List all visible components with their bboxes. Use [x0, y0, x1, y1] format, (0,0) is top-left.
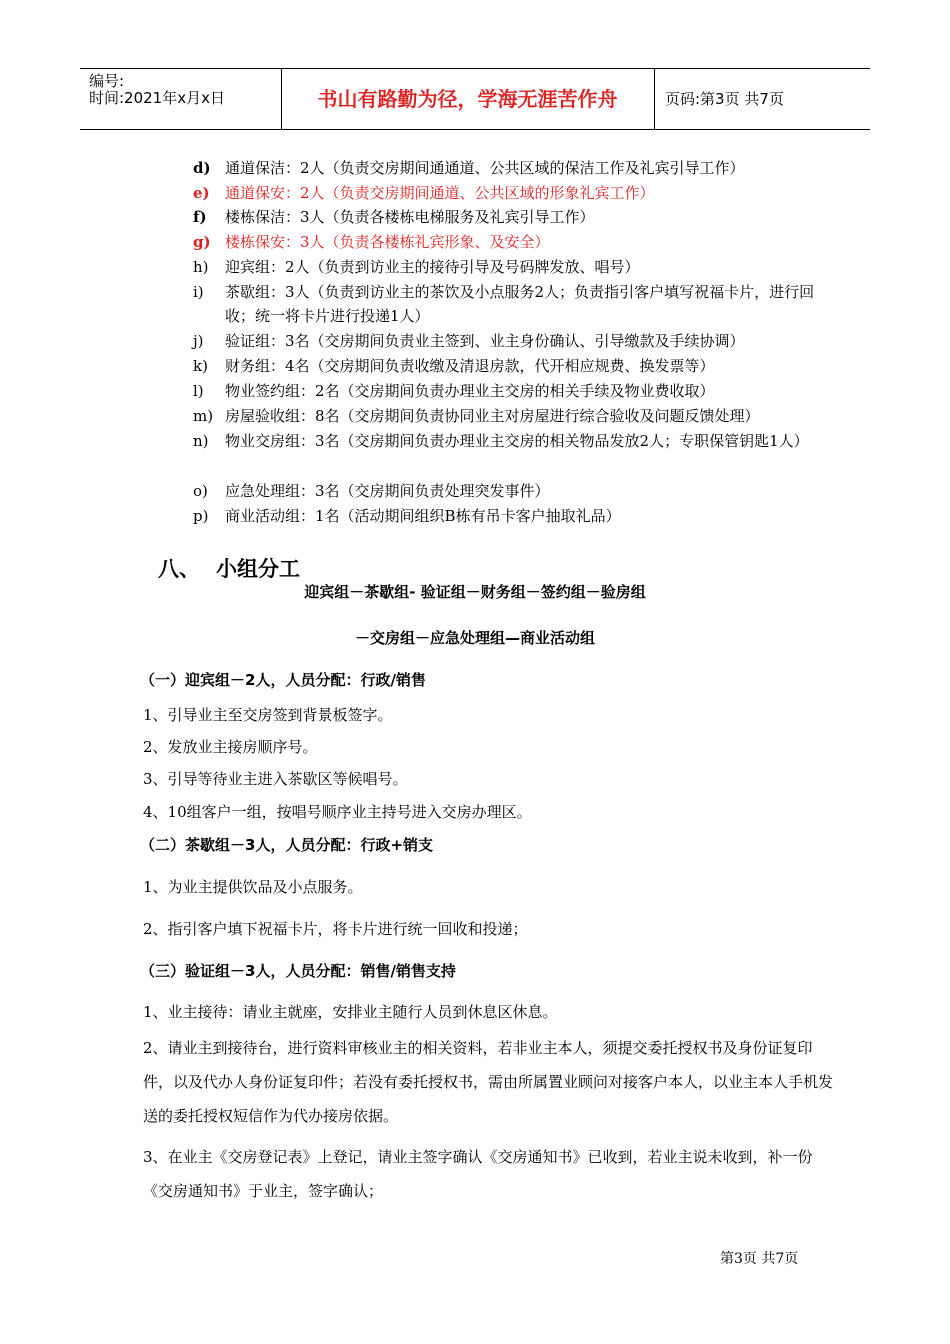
role-label: g) — [193, 233, 211, 251]
role-label: f) — [193, 208, 207, 226]
page-number-label: 页码:第3页 共7页 — [665, 90, 784, 108]
section-title — [158, 553, 300, 583]
section-title-text: 小组分工 — [216, 557, 300, 581]
group-heading: （二）茶歇组－3人，人员分配：行政+销支 — [140, 836, 434, 854]
header-right-cell — [655, 69, 870, 129]
role-text: 通道保洁：2人（负责交房期间通通道、公共区域的保洁工作及礼宾引导工作） — [225, 159, 745, 177]
group-item: 1、业主接待：请业主就座，安排业主随行人员到休息区休息。 — [143, 1003, 558, 1021]
group-heading: （一）迎宾组－2人，人员分配：行政/销售 — [140, 671, 426, 689]
role-text: 财务组：4名（交房期间负责收缴及清退房款，代开相应规费、换发票等） — [225, 357, 715, 375]
page-header — [80, 68, 870, 130]
role-label: n) — [193, 432, 209, 450]
role-label: j) — [193, 332, 204, 350]
group-item: 3、引导等待业主进入茶歇区等候唱号。 — [143, 770, 408, 788]
serial-label: 编号: — [89, 72, 125, 90]
group-item: 1、引导业主至交房签到背景板签字。 — [143, 706, 393, 724]
role-text: 商业活动组：1名（活动期间组织B栋有吊卡客户抽取礼品） — [225, 507, 621, 525]
group-item: 4、10组客户一组，按唱号顺序业主持号进入交房办理区。 — [143, 803, 532, 821]
role-label: l) — [193, 382, 204, 400]
role-label: d) — [193, 159, 211, 177]
group-flow-line-2: －交房组－应急处理组—商业活动组 — [354, 629, 595, 647]
role-text: 物业交房组：3名（交房期间负责办理业主交房的相关物品发放2人；专职保管钥匙1人） — [225, 432, 809, 450]
role-text: 通道保安：2人（负责交房期间通道、公共区域的形象礼宾工作） — [225, 184, 655, 202]
role-label: k) — [193, 357, 208, 375]
role-label: o) — [193, 482, 208, 500]
role-text: 茶歇组：3人（负责到访业主的茶饮及小点服务2人；负责指引客户填写祝福卡片，进行回收；统一将卡片进行投递1人） — [225, 283, 815, 325]
role-text: 应急处理组：3名（交房期间负责处理突发事件） — [225, 482, 550, 500]
role-text: 楼栋保洁：3人（负责各楼栋电梯服务及礼宾引导工作） — [225, 208, 595, 226]
group-flow-line-1: 迎宾组－茶歇组- 验证组－财务组－签约组－验房组 — [304, 583, 646, 601]
role-text: 楼栋保安：3人（负责各楼栋礼宾形象、及安全） — [225, 233, 550, 251]
group-item: 1、为业主提供饮品及小点服务。 — [143, 878, 363, 896]
role-label: e) — [193, 184, 210, 202]
motto: 书山有路勤为径，学海无涯苦作舟 — [317, 87, 618, 111]
group-item: 2、发放业主接房顺序号。 — [143, 738, 318, 756]
header-left-cell — [80, 69, 282, 129]
role-text: 验证组：3名（交房期间负责业主签到、业主身份确认、引导缴款及手续协调） — [225, 332, 745, 350]
page-footer: 第3页 共7页 — [720, 1251, 799, 1267]
role-label: i) — [193, 283, 204, 301]
group-item: 3、在业主《交房登记表》上登记，请业主签字确认《交房通知书》已收到，若业主说未收到，补一份《交房通知书》于业主，签字确认； — [143, 1148, 813, 1200]
time-label: 时间:2021年x月x日 — [89, 89, 225, 107]
section-number: 八、 — [158, 557, 200, 581]
group-heading: （三）验证组－3人，人员分配：销售/销售支持 — [140, 962, 456, 980]
role-text: 房屋验收组：8名（交房期间负责协同业主对房屋进行综合验收及问题反馈处理） — [225, 407, 760, 425]
header-motto-cell — [281, 69, 655, 129]
group-item: 2、请业主到接待台，进行资料审核业主的相关资料，若非业主本人，须提交委托授权书及身份证复印件，以及代办人身份证复印件；若没有委托授权书，需由所属置业顾问对接客户本人，以业主本人手机发送的委托授权短信作为代办接房依据。 — [143, 1039, 834, 1125]
role-text: 迎宾组：2人（负责到访业主的接待引导及号码牌发放、唱号） — [225, 258, 640, 276]
group-item: 2、指引客户填下祝福卡片，将卡片进行统一回收和投递； — [143, 920, 528, 938]
role-text: 物业签约组：2名（交房期间负责办理业主交房的相关手续及物业费收取） — [225, 382, 715, 400]
role-label: h) — [193, 258, 209, 276]
role-label: p) — [193, 507, 209, 525]
role-label: m) — [193, 407, 214, 425]
